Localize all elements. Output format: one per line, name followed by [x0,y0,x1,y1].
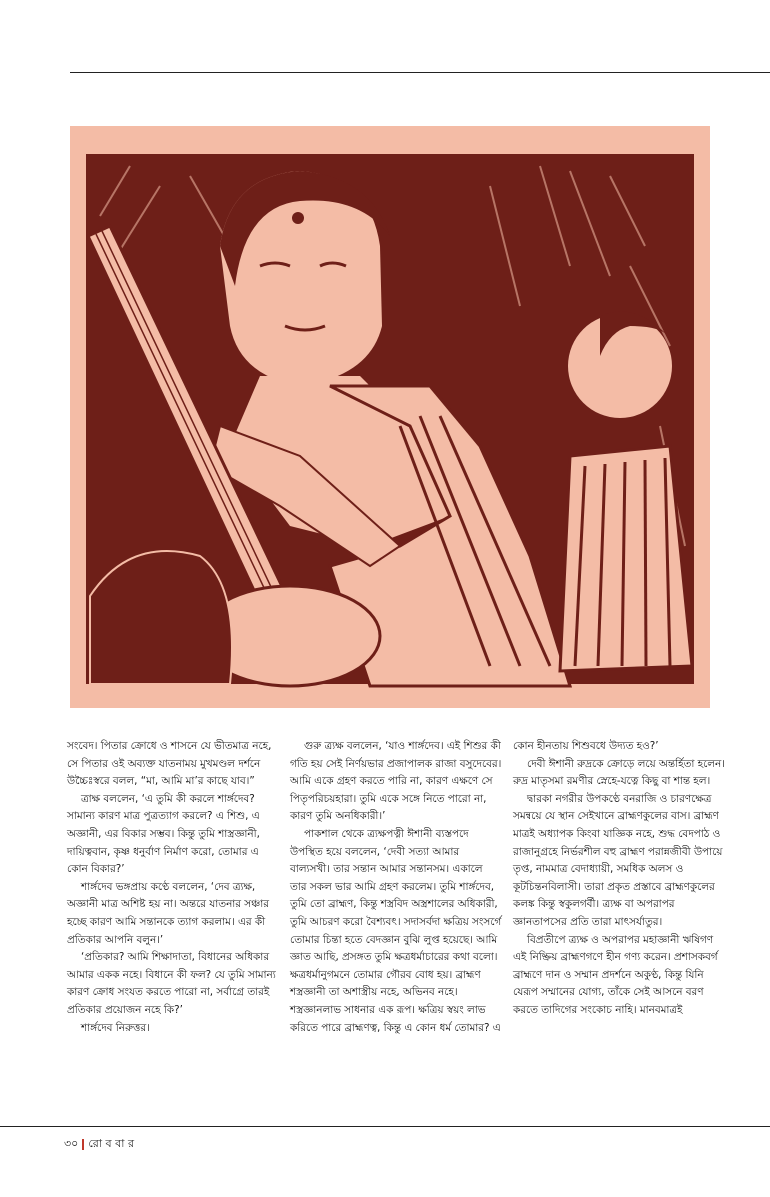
paragraph: শার্ঙ্গদেব ভঙ্গপ্রায় কণ্ঠে বললেন, ‘দেব ত্র্যক্ষ, অজ্ঞানী মাত্র অশিষ্ট হয় না। অন্তরে যাতনার সঞ্চার হচ্ছে কারণ আমি সন্তানকে ত্যাগ করলাম। এর কী প্রতিকার আপনি বলুন।’ [67,880,269,946]
child-left [90,551,232,684]
magazine-name: রো ব বা র [88,1137,134,1150]
paragraph: পাকশাল থেকে ত্র্যক্ষপত্নী ঈশানী ব্যস্তপদে উপস্থিত হয়ে বললেন, ‘দেবী সত্যা আমার বাল্যসখী। তার সন্তান আমার সন্তানসম। একালে তার সকল ভার আমি গ্রহণ করলেম। তুমি শার্ঙ্গদেব, তুমি তো ব্রাহ্মণ, কিন্তু শস্ত্রবিদ অস্ত্রশালের অধিকারী, তুমি আচরণ করো বৈশ্যবৎ। সদাসর্বদা ক্ষত্রিয় সংসর্গে তোমার চিন্তা হতে বেদজ্ঞান বুঝি লুপ্ত হয়েছে। আমি জ্ঞাত আছি, প্রসঙ্গত তুমি ক্ষত্রধর্মাচারের কথা বলো। ক্ষত্রধর্মানুগমনে তোমার গৌরব বোধ হয়। ব্রাহ্মণ শস্ত্রজ্ঞানী তা অশাস্ত্রীয় নহে, অভিনব নহে। শস্ত্রজ্ঞানলাভ সাধনার এক রূপ। ক্ষত্রিয় স্বয়ং লাভ করিতে পারে ব্রাহ্মণত্ব, কিন্তু এ কোন ধর্ম তোমার? এ [290,827,502,1034]
footer-divider [82,1139,84,1150]
paragraph: সংবেদ। পিতার ক্রোধে ও শাসনে যে ভীতমাত্র নহে, সে পিতার ওই অব্যক্ত যাতনাময় মুখমণ্ডল দর্শনে উচ্চৈঃস্বরে বলল, “মা, আমি মা’র কাছে যাব।” [67,740,272,788]
illustration-panel [70,126,710,708]
text-column-3 [513,738,725,1020]
paragraph: বিপ্রতীপে ত্র্যক্ষ ও অপরাপর মহাজ্ঞানী ঋষিগণ এই নিষ্ক্রিয় ব্রাহ্মণগণে হীন গণ্য করেন। প্রশাসকবর্গ ব্রাহ্মণে দান ও সম্মান প্রদর্শনে অকুণ্ঠ, কিন্তু যিনি যেরূপ সম্মানের যোগ্য, তাঁকে সেই আসনে বরণ করতে তাদিগের সংকোচ নাহি। মানবমাত্রই [513,933,718,1016]
bottom-rule [0,1126,770,1127]
text-column-1 [67,738,279,1037]
paragraph: দ্বারকা নগরীর উপকণ্ঠে বনরাজি ও চারণক্ষেত্র সমন্বয়ে যে স্থান সেইখানে ব্রাহ্মণকুলের বাস। ব্রাহ্মণ মাত্রই অধ্যাপক কিংবা যাজ্ঞিক নহে, শুদ্ধ বেদপাঠ ও রাজানুগ্রহে নির্ভরশীল বহু ব্রাহ্মণ পরান্নজীবী উপায়ে তৃপ্ত, নামমাত্র বেদাধ্যায়ী, সমধিক অলস ও কূটচিন্তনবিলাসী। তারা প্রকৃত প্রস্তাবে ব্রাহ্মণকুলের কলঙ্ক কিন্তু স্বকুলগর্বী। ত্র্যক্ষ বা অপরাপর জ্ঞানতাপসের প্রতি তারা মাৎসর্যাতুর। [513,792,723,928]
paragraph: ত্রাক্ষ বললেন, ‘এ তুমি কী করলে শার্ঙ্গদেব? সামান্য কারণ মাত্র পুত্রত্যাগ করলে? এ শিশু, এ অজ্ঞানী, এর বিকার সম্ভব। কিন্তু তুমি শাস্ত্রজ্ঞানী, দায়িত্ববান, কৃষ্ণ ধনুর্বাণ নির্মাণ করো, তোমার এ কোন বিকার?’ [67,792,260,876]
woman-playing-tanpura-illustration [70,126,710,708]
paragraph: কোন হীনতায় শিশুবধে উদ্যত হও?’ [513,740,659,752]
page-footer [64,1135,134,1154]
top-rule [70,72,770,73]
paragraph: দেবী ঈশানী রুদ্রকে ক্রোড়ে লয়ে অন্তর্হিতা হলেন। রুদ্র মাতৃসমা রমণীর স্নেহে-যত্নে কিছু বা শান্ত হল। [513,757,725,788]
paragraph: ‘প্রতিকার? আমি শিক্ষাদাতা, বিধানের অধিকার আমার একক নহে। বিধানে কী ফল? যে তুমি সামান্য কারণ ক্রোধ সংযত করতে পারো না, সর্বাগ্রে তারই প্রতিকার প্রয়োজন নহে কি?’ [67,951,276,1016]
paragraph: গুরু ত্র্যক্ষ বললেন, ‘যাও শার্ঙ্গদেব। এই শিশুর কী গতি হয় সেই নির্ণয়ভার প্রজাপালক রাজা বসুদেবের। আমি একে গ্রহণ করতে পারি না, কারণ এক্ষণে সে পিতৃপরিচয়হারা। তুমি একে সঙ্গে নিতে পারো না, কারণ তুমি অনধিকারী।’ [290,740,502,823]
bindi [292,212,304,224]
text-column-2 [290,738,502,1037]
paragraph: শার্ঙ্গদেব নিরুত্তর। [81,1021,150,1034]
page-number: ৩০ [64,1137,79,1150]
